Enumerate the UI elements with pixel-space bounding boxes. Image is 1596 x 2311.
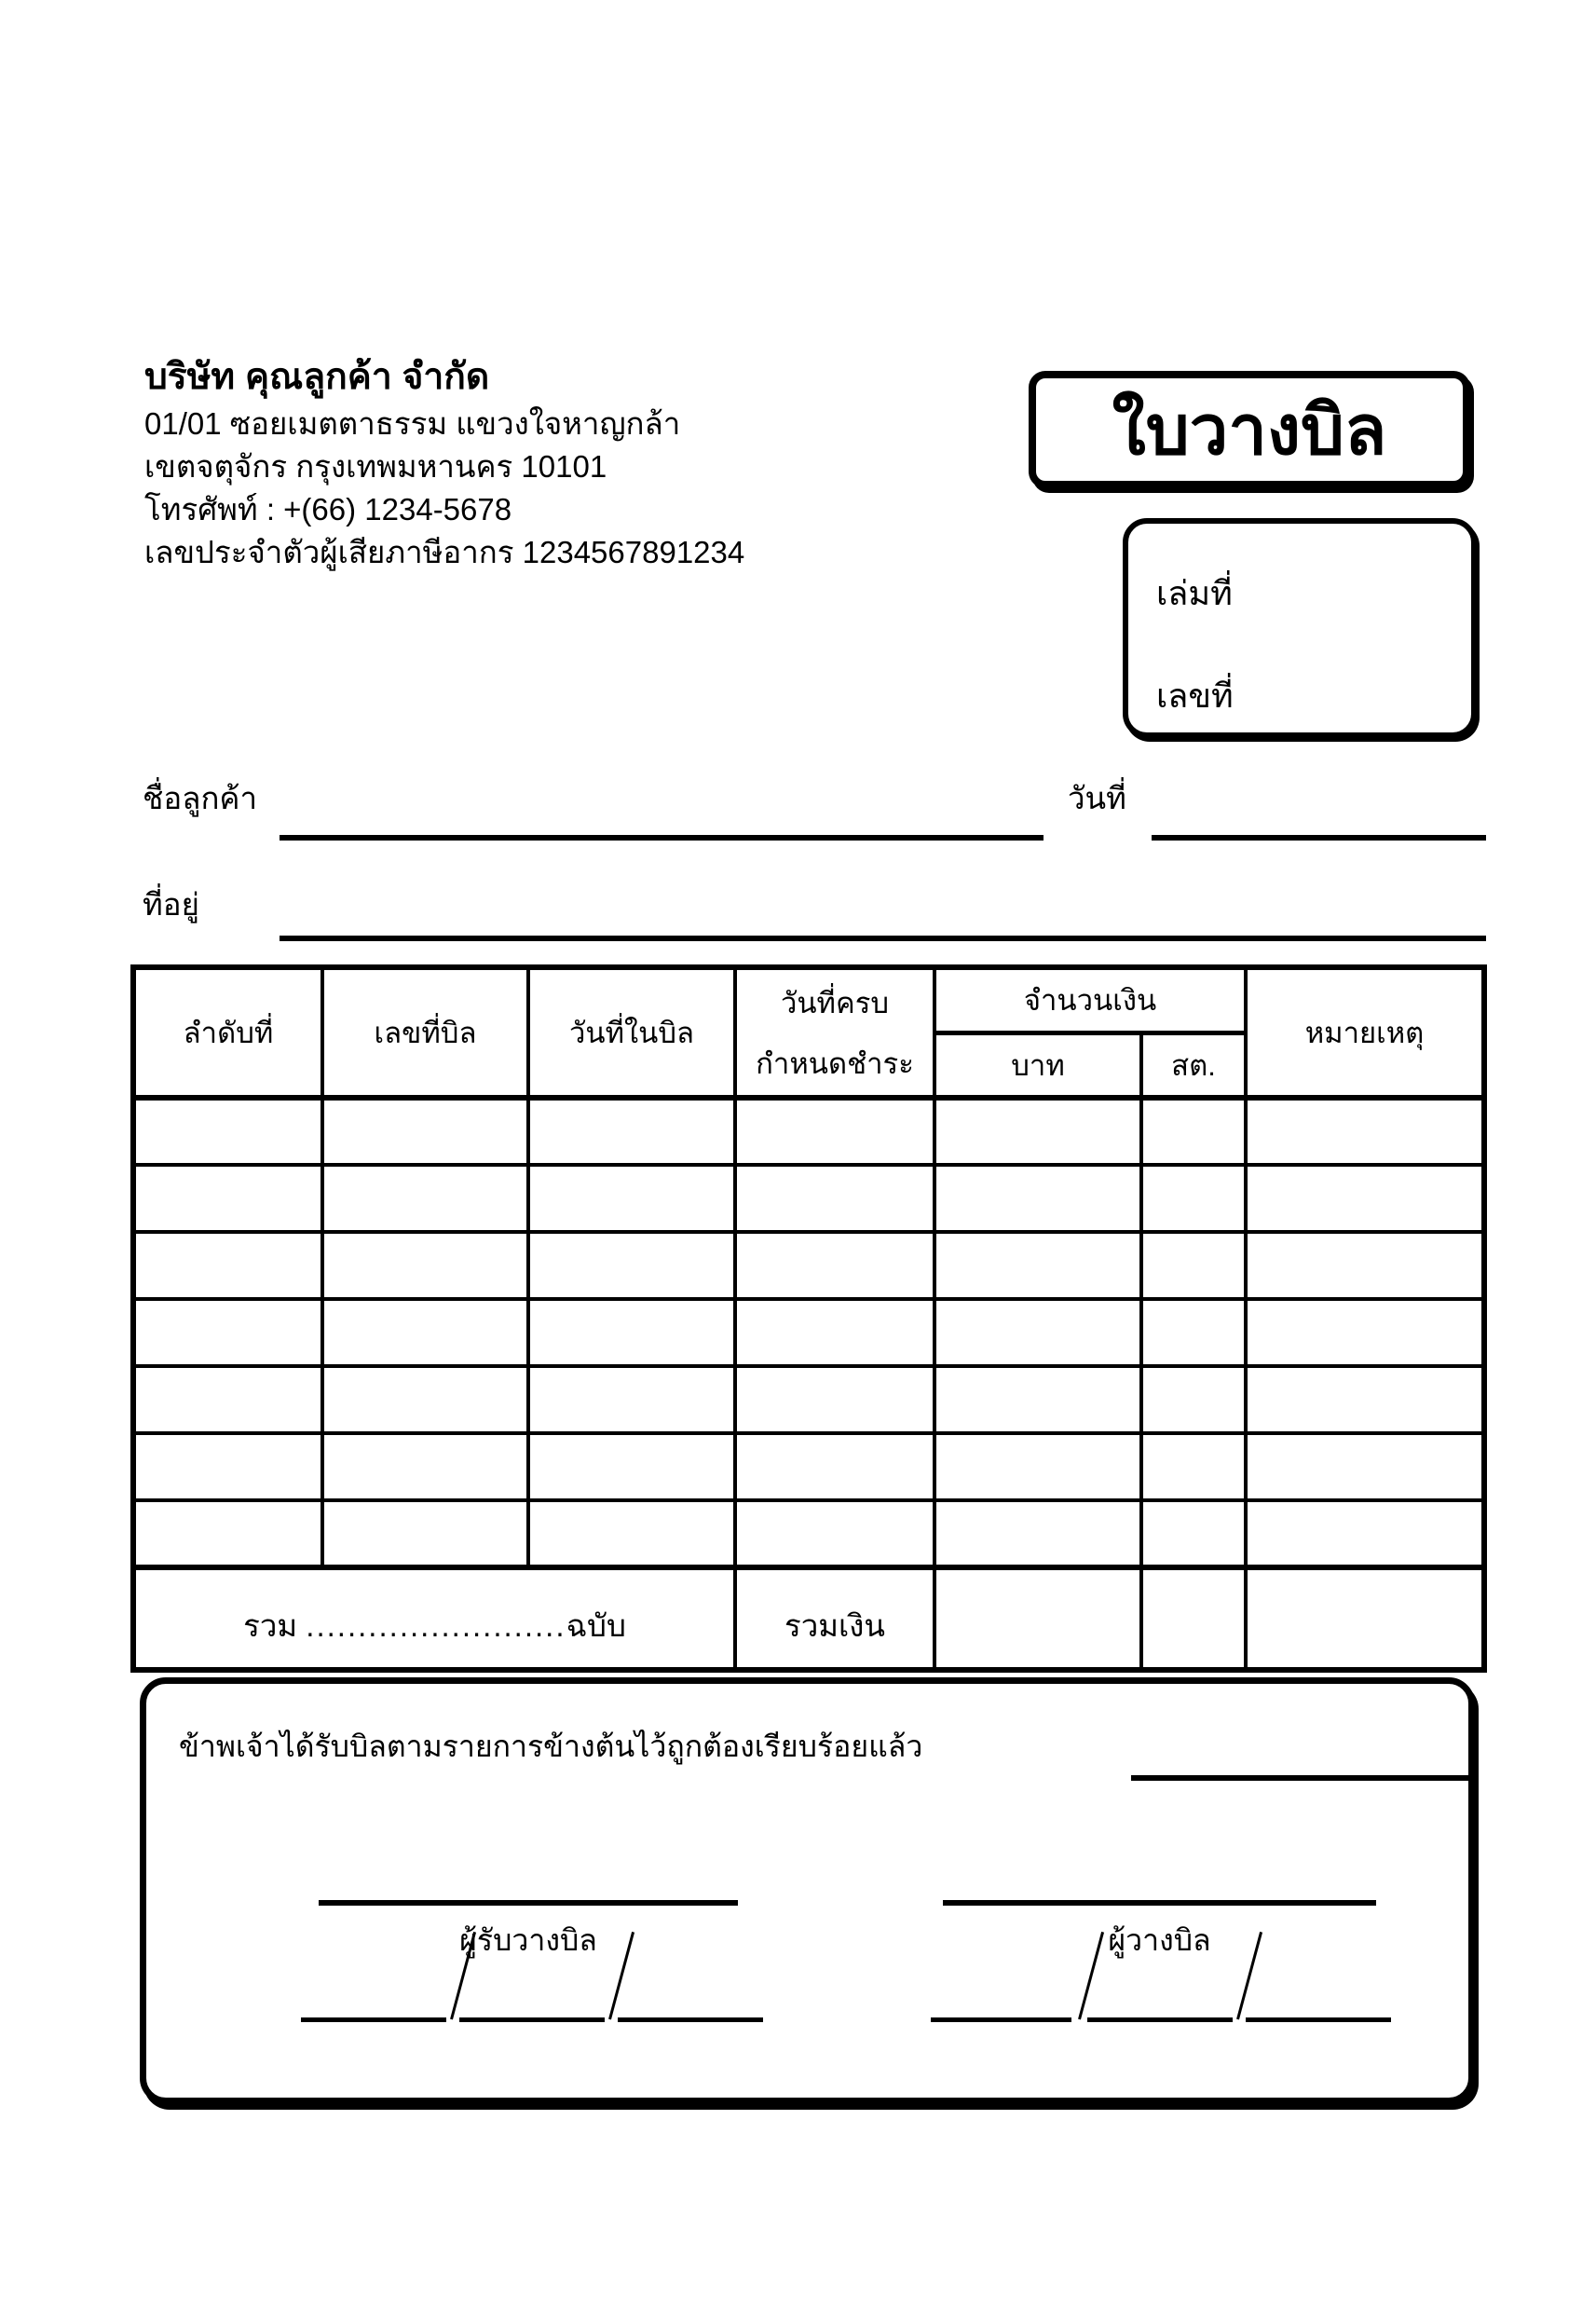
col-header-bill-date: วันที่ในบิล	[528, 967, 735, 1098]
bill-table-empty-cell	[934, 1232, 1141, 1299]
bill-table-empty-cell	[528, 1500, 735, 1567]
bill-table-empty-cell	[528, 1098, 735, 1165]
acknowledgement-box	[140, 1677, 1475, 2104]
bill-table-empty-cell	[528, 1165, 735, 1232]
receiver-label: ผู้รับวางบิล	[459, 1923, 597, 1957]
acknowledgement-statement: ข้าพเจ้าได้รับบิลตามรายการข้างต้นไว้ถูกต้องเรียบร้อยแล้ว	[179, 1730, 923, 1763]
bill-table-empty-cell	[934, 1433, 1141, 1500]
col-header-due-date	[735, 967, 934, 1098]
col-header-bill-no: เลขที่บิล	[322, 967, 528, 1098]
bill-table-empty-cell	[322, 1098, 528, 1165]
placer-date-day-line	[931, 2017, 1071, 2022]
bill-table-empty-row	[133, 1366, 1484, 1433]
bill-table-empty-cell	[133, 1098, 322, 1165]
bill-table-empty-cell	[1141, 1165, 1246, 1232]
summary-row	[133, 1567, 1484, 1670]
company-name: บริษัท คุณลูกค้า จำกัด	[144, 357, 490, 397]
bill-table-empty-row	[133, 1232, 1484, 1299]
total-remarks-cell	[1246, 1567, 1484, 1670]
bill-table-empty-row	[133, 1433, 1484, 1500]
company-address-line1: 01/01 ซอยเมตตาธรรม แขวงใจหาญกล้า	[144, 406, 681, 441]
bill-table-empty-cell	[1141, 1098, 1246, 1165]
bill-table-empty-row	[133, 1098, 1484, 1165]
bill-table-empty-cell	[1246, 1366, 1484, 1433]
bill-table-empty-cell	[133, 1500, 322, 1567]
bill-table-empty-cell	[1246, 1232, 1484, 1299]
placer-label: ผู้วางบิล	[1108, 1923, 1211, 1957]
bill-table-empty-row	[133, 1500, 1484, 1567]
company-tax-id: เลขประจำตัวผู้เสียภาษีอากร 1234567891234	[144, 535, 745, 569]
bill-table-empty-cell	[1141, 1366, 1246, 1433]
book-no-label: เล่มที่	[1156, 574, 1233, 612]
customer-name-line	[280, 835, 1044, 841]
due-date-line1: วันที่ครบ	[780, 986, 890, 1019]
bill-table-empty-cell	[934, 1098, 1141, 1165]
bill-table-empty-cell	[1141, 1299, 1246, 1366]
bill-table-empty-cell	[735, 1433, 934, 1500]
total-baht-cell	[934, 1567, 1141, 1670]
bill-table-empty-cell	[735, 1500, 934, 1567]
document-title-box	[1029, 371, 1470, 488]
col-header-seq: ลำดับที่	[133, 967, 322, 1098]
bill-table-summary	[133, 1567, 1484, 1670]
col-header-baht: บาท	[934, 1032, 1141, 1098]
bill-table-empty-cell	[1141, 1433, 1246, 1500]
total-satang-cell	[1141, 1567, 1246, 1670]
total-unit-label: ฉบับ	[566, 1608, 626, 1643]
reference-box	[1123, 518, 1477, 738]
bill-table-empty-cell	[1246, 1500, 1484, 1567]
bill-table-empty-cell	[1246, 1433, 1484, 1500]
col-header-satang: สต.	[1141, 1032, 1246, 1098]
bill-table-empty-cell	[322, 1500, 528, 1567]
top-right-write-line	[1131, 1775, 1468, 1781]
receiver-date-year-line	[618, 2017, 763, 2022]
bill-table-empty-cell	[528, 1433, 735, 1500]
bill-table-empty-cell	[133, 1232, 322, 1299]
receiver-signature-line	[319, 1900, 738, 1906]
document-title: ใบวางบิล	[1112, 391, 1387, 469]
customer-name-label: ชื่อลูกค้า	[143, 781, 258, 815]
bill-table-header	[133, 967, 1484, 1098]
bill-table-empty-cell	[934, 1500, 1141, 1567]
bill-table-empty-cell	[735, 1366, 934, 1433]
bill-table-empty-row	[133, 1165, 1484, 1232]
bill-table-empty-cell	[133, 1299, 322, 1366]
total-label: รวม	[243, 1608, 298, 1643]
bill-table-empty-cell	[322, 1366, 528, 1433]
col-header-amount: จำนวนเงิน	[934, 967, 1246, 1032]
bill-table-empty-cell	[735, 1299, 934, 1366]
bill-table-empty-cell	[934, 1299, 1141, 1366]
bill-table-empty-cell	[1141, 1232, 1246, 1299]
total-dots: .........................	[306, 1608, 566, 1643]
date-line	[1152, 835, 1486, 841]
bill-table	[130, 964, 1487, 1673]
bill-table-empty-cell	[528, 1232, 735, 1299]
bill-table-empty-cell	[133, 1433, 322, 1500]
bill-table-empty-cell	[1246, 1098, 1484, 1165]
bill-table-empty-cell	[322, 1299, 528, 1366]
bill-table-empty-cell	[322, 1433, 528, 1500]
bill-table-empty-cell	[528, 1299, 735, 1366]
bill-table-empty-cell	[735, 1098, 934, 1165]
bill-table-empty-cell	[322, 1232, 528, 1299]
bill-table-empty-cell	[133, 1165, 322, 1232]
date-label: วันที่	[1068, 781, 1126, 815]
bill-table-empty-rows	[133, 1098, 1484, 1567]
receiver-date-day-line	[301, 2017, 446, 2022]
bill-table-empty-cell	[528, 1366, 735, 1433]
placer-date-year-line	[1246, 2017, 1391, 2022]
bill-table-empty-cell	[1246, 1299, 1484, 1366]
due-date-line2: กำหนดชำระ	[756, 1046, 914, 1080]
company-header	[144, 352, 983, 574]
receiver-date-month-line	[459, 2017, 605, 2022]
address-line	[280, 936, 1486, 941]
bill-table-empty-cell	[934, 1366, 1141, 1433]
company-address-line2: เขตจตุจักร กรุงเทพมหานคร 10101	[144, 449, 607, 484]
company-phone: โทรศัพท์ : +(66) 1234-5678	[144, 492, 512, 526]
total-copies-cell	[133, 1567, 735, 1670]
number-label: เลขที่	[1156, 677, 1234, 715]
bill-table-empty-cell	[133, 1366, 322, 1433]
placer-signature-line	[943, 1900, 1376, 1906]
bill-table-empty-cell	[934, 1165, 1141, 1232]
bill-table-empty-cell	[1141, 1500, 1246, 1567]
bill-table-empty-cell	[322, 1165, 528, 1232]
address-label: ที่อยู่	[143, 887, 199, 922]
bill-table-empty-cell	[1246, 1165, 1484, 1232]
placer-date-month-line	[1087, 2017, 1233, 2022]
bill-table-empty-row	[133, 1299, 1484, 1366]
bill-table-empty-cell	[735, 1165, 934, 1232]
col-header-remarks: หมายเหตุ	[1246, 967, 1484, 1098]
total-amount-label-cell: รวมเงิน	[735, 1567, 934, 1670]
bill-table-empty-cell	[735, 1232, 934, 1299]
